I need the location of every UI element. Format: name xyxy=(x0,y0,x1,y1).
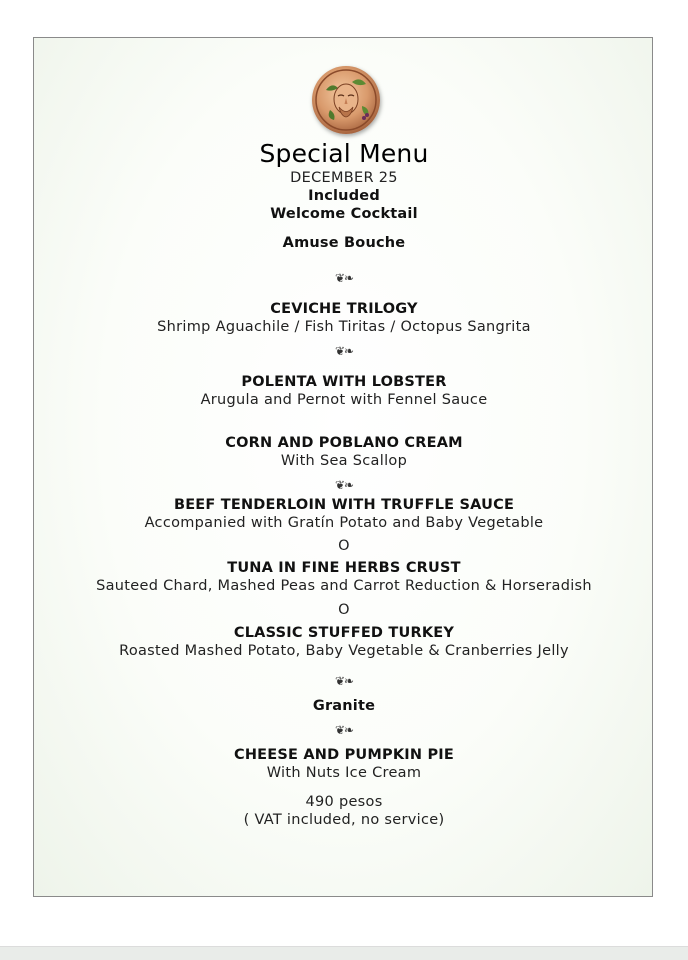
bacchus-medallion-icon xyxy=(312,66,380,134)
course-title: CHEESE AND PUMPKIN PIE xyxy=(233,747,455,763)
course-description: Roasted Mashed Potato, Baby Vegetable & Cranberries Jelly xyxy=(119,643,569,659)
included-label: Included xyxy=(308,188,380,204)
course-title: POLENTA WITH LOBSTER xyxy=(241,374,447,390)
course-description: Arugula and Pernot with Fennel Sauce xyxy=(200,392,488,408)
menu-title: Special Menu xyxy=(259,139,429,168)
price-note: ( VAT included, no service) xyxy=(243,812,445,828)
course-description: Sauteed Chard, Mashed Peas and Carrot Reduction & Horseradish xyxy=(96,578,592,594)
menu-date: DECEMBER 25 xyxy=(290,170,398,186)
floral-divider-icon: ❦❧ xyxy=(334,478,354,492)
course-description: Shrimp Aguachile / Fish Tiritas / Octopus Sangrita xyxy=(157,319,531,335)
course-title: TUNA IN FINE HERBS CRUST xyxy=(227,560,461,576)
course-description: With Nuts Ice Cream xyxy=(266,765,422,781)
course-title: CLASSIC STUFFED TURKEY xyxy=(233,625,455,641)
course-description: Accompanied with Gratín Potato and Baby Vegetable xyxy=(144,515,544,531)
or-separator: O xyxy=(338,538,350,554)
amuse-bouche: Amuse Bouche xyxy=(282,235,406,251)
menu-price: 490 pesos xyxy=(305,794,383,810)
course-title: CEVICHE TRILOGY xyxy=(270,301,418,317)
course-description: With Sea Scallop xyxy=(280,453,408,469)
floral-divider-icon: ❦❧ xyxy=(334,674,354,688)
welcome-cocktail: Welcome Cocktail xyxy=(270,206,418,222)
bottom-strip xyxy=(0,946,688,960)
or-separator: O xyxy=(338,602,350,618)
granite-course: Granite xyxy=(312,698,376,714)
floral-divider-icon: ❦❧ xyxy=(334,344,354,358)
floral-divider-icon: ❦❧ xyxy=(334,723,354,737)
floral-divider-icon: ❦❧ xyxy=(334,271,354,285)
course-title: CORN AND POBLANO CREAM xyxy=(225,435,463,451)
course-title: BEEF TENDERLOIN WITH TRUFFLE SAUCE xyxy=(173,497,515,513)
